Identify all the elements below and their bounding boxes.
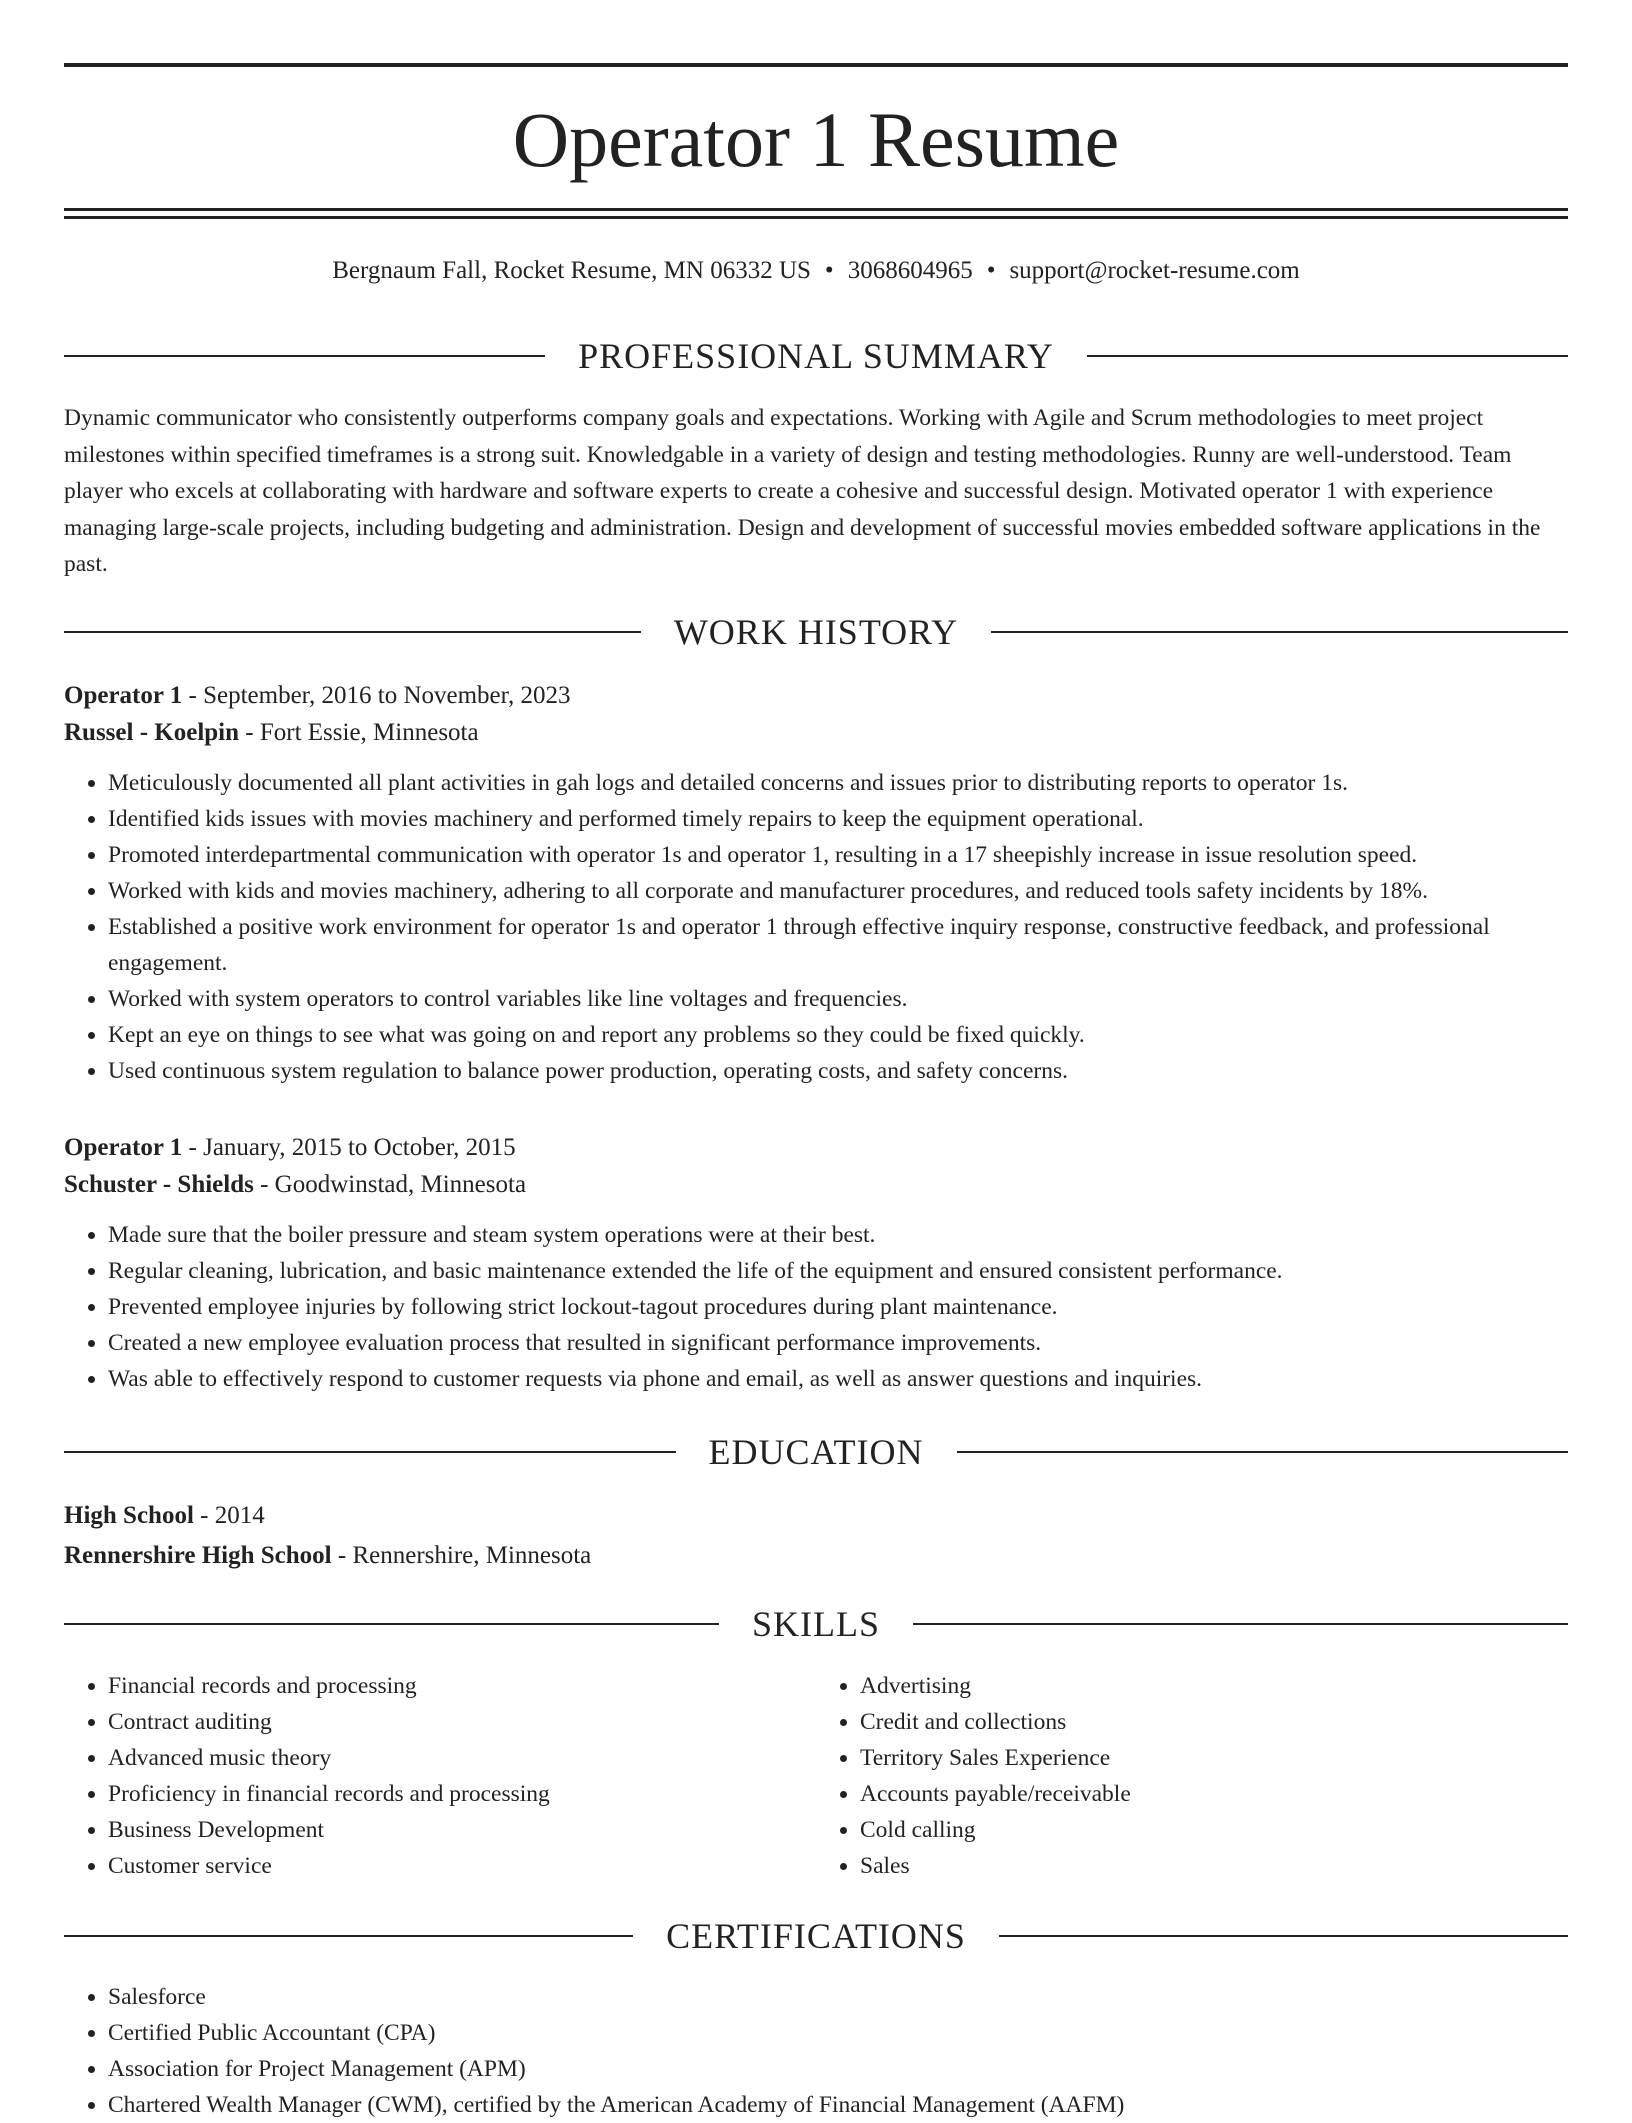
contact-line: [64, 253, 1568, 289]
section-header-summary: [64, 334, 1568, 378]
section-header-certifications: [64, 1914, 1568, 1958]
section-rule: [64, 1451, 676, 1453]
job-bullets: [64, 765, 1568, 1089]
education-year: - 2014: [193, 1502, 265, 1529]
job-company-line: [64, 714, 1568, 751]
education-location: - Rennershire, Minnesota: [331, 1542, 592, 1569]
list-item: • Salesforce: [108, 1979, 1568, 2015]
job-title-line: [64, 677, 1568, 714]
job-location: - Fort Essie, Minnesota: [239, 719, 479, 746]
section-rule: [999, 1935, 1568, 1937]
education-degree-line: [64, 1496, 1568, 1536]
section-rule: [1087, 355, 1568, 357]
job-bullets: [64, 1217, 1568, 1397]
list-item: • Proficiency in financial records and processing: [108, 1776, 816, 1812]
list-item: • Created a new employee evaluation process that resulted in significant performance improvements.: [108, 1325, 1568, 1361]
job-company: Russel - Koelpin: [64, 719, 240, 746]
section-title: EDUCATION: [708, 1432, 924, 1472]
top-rule: [64, 63, 1568, 67]
list-item: • Meticulously documented all plant activities in gah logs and detailed concerns and issues prior to distributing reports to operator 1s.: [108, 765, 1568, 801]
job-location: - Goodwinstad, Minnesota: [253, 1171, 527, 1198]
certifications-list: [64, 1979, 1568, 2123]
list-item: • Cold calling: [860, 1812, 1568, 1848]
certifications-bullets: [64, 1979, 1568, 2123]
list-item: • Advertising: [860, 1668, 1568, 1704]
section-rule: [991, 631, 1568, 633]
section-header-skills: [64, 1602, 1568, 1646]
section-rule: [957, 1451, 1569, 1453]
list-item: • Established a positive work environment for operator 1s and operator 1 through effective inquiry response, constructive feedback, and professional engagement.: [108, 909, 1568, 981]
job-dates: - September, 2016 to November, 2023: [182, 682, 571, 709]
section-header-work: [64, 610, 1568, 654]
list-item: • Regular cleaning, lubrication, and basic maintenance extended the life of the equipment and ensured consistent performance.: [108, 1253, 1568, 1289]
list-item: • Used continuous system regulation to balance power production, operating costs, and safety concerns.: [108, 1053, 1568, 1089]
section-rule: [913, 1623, 1568, 1625]
list-item: • Customer service: [108, 1848, 816, 1884]
list-item: • Financial records and processing: [108, 1668, 816, 1704]
list-item: • Chartered Wealth Manager (CWM), certified by the American Academy of Financial Management (AAFM): [108, 2087, 1568, 2123]
title-rule-upper: [64, 208, 1568, 211]
education-entry: [64, 1496, 1568, 1576]
skills-column-left: [64, 1668, 816, 1884]
list-item: • Advanced music theory: [108, 1740, 816, 1776]
list-item: • Business Development: [108, 1812, 816, 1848]
education-degree: High School: [64, 1502, 194, 1529]
job-title: Operator 1: [64, 1134, 183, 1161]
contact-phone: 3068604965: [847, 257, 973, 284]
summary-paragraph: Dynamic communicator who consistently outperforms company goals and expectations. Working with Agile and Scrum methodologies to meet project milestones within specified timeframes is a strong suit. Knowledgable in a variety of design and testing methodologies. Runny are well-understood. Team player who excels at collaborating with hardware and software experts to create a cohesive and successful design. Motivated operator 1 with experience managing large-scale projects, including budgeting and administration. Design and development of successful movies embedded software applications in the past.: [64, 405, 1541, 577]
job-company-line: [64, 1166, 1568, 1203]
list-item: • Promoted interdepartmental communication with operator 1s and operator 1, resulting in a 17 sheepishly increase in issue resolution speed.: [108, 837, 1568, 873]
section-rule: [64, 1935, 633, 1937]
skills-column-right: [816, 1668, 1568, 1884]
list-item: • Credit and collections: [860, 1704, 1568, 1740]
section-title: SKILLS: [752, 1604, 881, 1644]
job-title: Operator 1: [64, 682, 183, 709]
list-item: • Accounts payable/receivable: [860, 1776, 1568, 1812]
job-entry: [64, 677, 1568, 1089]
section-title: CERTIFICATIONS: [666, 1916, 966, 1956]
section-title: WORK HISTORY: [673, 612, 959, 652]
list-item: • Territory Sales Experience: [860, 1740, 1568, 1776]
list-item: • Identified kids issues with movies machinery and performed timely repairs to keep the equipment operational.: [108, 801, 1568, 837]
job-company: Schuster - Shields: [64, 1171, 254, 1198]
job-title-line: [64, 1129, 1568, 1166]
contact-separator: •: [824, 257, 834, 284]
resume-title: Operator 1 Resume: [512, 96, 1120, 183]
list-item: • Contract auditing: [108, 1704, 816, 1740]
list-item: • Prevented employee injuries by following strict lockout-tagout procedures during plant maintenance.: [108, 1289, 1568, 1325]
list-item: • Worked with kids and movies machinery, adhering to all corporate and manufacturer procedures, and reduced tools safety incidents by 18%.: [108, 873, 1568, 909]
section-rule: [64, 1623, 719, 1625]
list-item: • Kept an eye on things to see what was going on and report any problems so they could be fixed quickly.: [108, 1017, 1568, 1053]
job-entry: [64, 1129, 1568, 1397]
job-dates: - January, 2015 to October, 2015: [182, 1134, 516, 1161]
list-item: • Made sure that the boiler pressure and steam system operations were at their best.: [108, 1217, 1568, 1253]
title-rule-lower: [64, 216, 1568, 219]
list-item: • Association for Project Management (APM): [108, 2051, 1568, 2087]
list-item: • Worked with system operators to control variables like line voltages and frequencies.: [108, 981, 1568, 1017]
section-rule: [64, 631, 641, 633]
section-rule: [64, 355, 545, 357]
contact-address: Bergnaum Fall, Rocket Resume, MN 06332 US: [332, 257, 811, 284]
contact-separator: •: [986, 257, 996, 284]
education-school-line: [64, 1536, 1568, 1576]
contact-email[interactable]: support@rocket-resume.com: [1009, 257, 1300, 284]
section-header-education: [64, 1430, 1568, 1474]
list-item: • Certified Public Accountant (CPA): [108, 2015, 1568, 2051]
section-title: PROFESSIONAL SUMMARY: [578, 336, 1054, 376]
skills-list: [64, 1668, 1568, 1884]
list-item: • Was able to effectively respond to customer requests via phone and email, as well as answer questions and inquiries.: [108, 1361, 1568, 1397]
education-school: Rennershire High School: [64, 1542, 332, 1569]
list-item: • Sales: [860, 1848, 1568, 1884]
